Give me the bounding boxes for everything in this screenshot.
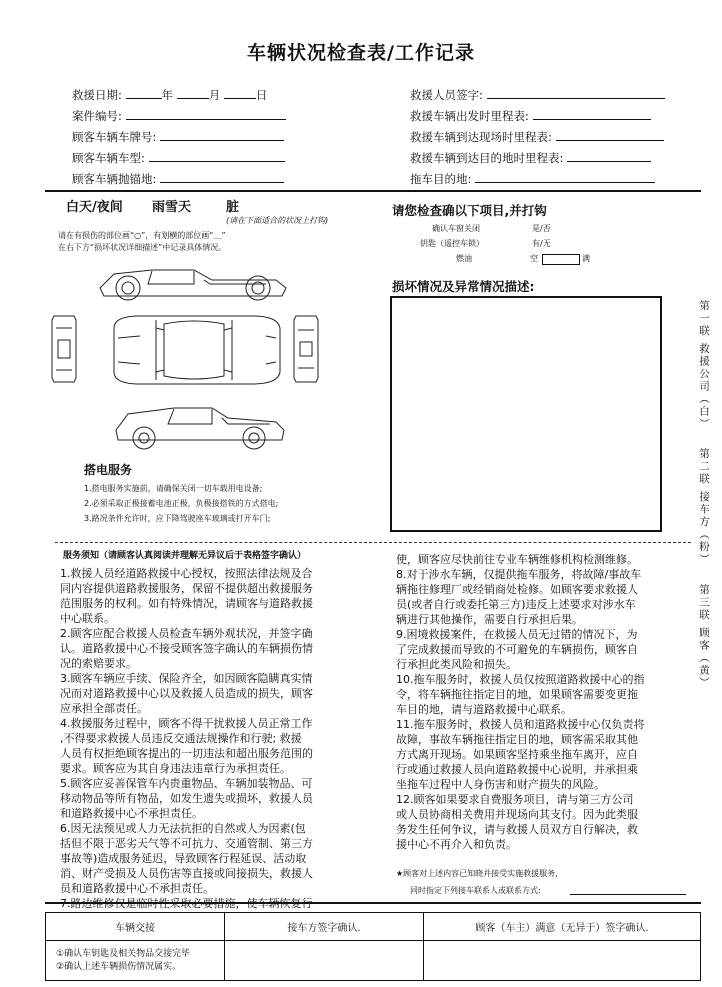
car-rear-view — [52, 316, 76, 382]
copy-1-label: 第一联 救援公司（白） — [698, 300, 710, 431]
receiver-signature-cell[interactable] — [225, 941, 424, 981]
handover-item-2: ②确认上述车辆损伤情况属实。 — [56, 961, 182, 972]
odometer-depart-label: 救援车辆出发时里程表: — [410, 109, 529, 123]
diagram-instruction-1: 请在有损伤的部位画“○”，有划横的部位画“＿” — [58, 231, 226, 240]
handover-items — [46, 941, 225, 981]
notice-line: 2.顾客应配合救援人员检查车辆外观状况，并签字确 — [60, 627, 313, 640]
notice-line: 援中心不再介入和负责。 — [396, 838, 517, 851]
day-night-option[interactable]: 白天/夜间 — [66, 200, 123, 215]
window-closed-label: 确认车窗关闭 — [432, 224, 480, 233]
damage-section-title: 损坏情况及异常情况描述: — [392, 279, 535, 294]
page-title: 车辆状况检查表/工作记录 — [247, 42, 475, 64]
customer-signature-header: 顾客（车主）满意（无异于）签字确认. — [424, 913, 701, 941]
contact-field[interactable] — [570, 894, 686, 895]
notice-line: 况的索赔要求。 — [60, 657, 137, 670]
jump-start-item-2: 2.必须采取正极接蓄电池正极，负极接搭铁的方式搭电; — [84, 499, 279, 508]
notice-line: 4.救援服务过程中，顾客不得干扰救援人员正常工作 — [60, 717, 313, 730]
footnote-1: ★顾客对上述内容已知晓并接受实施救援服务, — [396, 869, 558, 878]
notice-line: 11.拖车服务时，救援人员和道路救援中心仅负责将 — [396, 718, 645, 731]
notice-line: 8.对于涉水车辆，仅提供拖车服务，将故障/事故车 — [396, 568, 642, 581]
jump-start-title: 搭电服务 — [84, 463, 133, 477]
notice-line: 员和道路救援中心不承担责任。 — [60, 882, 214, 895]
vehicle-model-row — [72, 149, 285, 167]
notice-line: 括但不限于恶劣天气等不可抗力、交通管制、第三方 — [60, 837, 313, 850]
notice-line: 12.顾客如果要求自费服务项目，请与第三方公司 — [396, 793, 634, 806]
case-number-field[interactable] — [126, 107, 286, 120]
notice-line: 务发生任何争议，请与救援人员双方自行解决，救 — [396, 823, 638, 836]
tow-destination-label: 拖车目的地: — [410, 172, 472, 186]
rescuer-signature-field[interactable] — [487, 86, 665, 99]
odometer-depart-field[interactable] — [533, 107, 651, 120]
customer-signature-cell[interactable] — [424, 941, 701, 981]
notice-line: 要求。顾客应为其自身违法违章行为承担责任。 — [60, 762, 291, 775]
notice-line: 辆拖往修理厂或经销商处检修。如顾客要求救援人 — [396, 583, 638, 596]
header-divider — [45, 190, 701, 192]
date-month-label: 月 — [208, 88, 221, 102]
notice-line: 7.路边维修仅是临时性采取必要措施，使车辆恢复行 — [60, 897, 313, 910]
notice-line: 车目的地，请与道路救援中心联系。 — [396, 703, 572, 716]
notice-line: 消、财产受损及人员伤害等直接或间接损失，救援人 — [60, 867, 313, 880]
diagram-instruction-2: 在右下方“损坏状况详细描述”中记录具体情况。 — [58, 243, 227, 252]
notice-line: 5.顾客应妥善保管车内贵重物品、车辆加装物品、可 — [60, 777, 313, 790]
footnote-2: 同时指定下列接车联系人或联系方式: — [410, 886, 541, 895]
tow-destination-row — [410, 170, 655, 188]
breakdown-location-row — [72, 170, 284, 188]
date-month-field[interactable] — [177, 86, 209, 99]
date-day-label: 日 — [255, 88, 268, 102]
notice-line: 中心联系。 — [60, 612, 115, 625]
date-day-field[interactable] — [224, 86, 256, 99]
fuel-empty-label: 空 — [530, 254, 538, 263]
notice-line: 6.因无法预见或人力无法抗拒的自然或人为因素(包 — [60, 822, 306, 835]
car-damage-diagram[interactable] — [44, 258, 364, 458]
vehicle-model-field[interactable] — [149, 149, 285, 162]
notice-line: ,不得要求救援人员违反交通法规操作和行驶; 救援 — [60, 732, 302, 745]
key-label: 钥匙（遥控车锁） — [420, 239, 484, 248]
fuel-gauge-box[interactable] — [542, 254, 580, 265]
notice-divider — [55, 542, 691, 543]
jump-start-item-3: 3.路况条件允许时，应下降驾驶座车玻璃或打开车门; — [84, 514, 271, 523]
date-year-label: 年 — [161, 88, 174, 102]
notice-line: 行承担此类风险和损失。 — [396, 658, 517, 671]
notice-line: 坐拖车过程中人身伤害和财产损失的风险。 — [396, 778, 605, 791]
notice-line: 了完成救援而导致的不可避免的车辆损伤，顾客自 — [396, 643, 638, 656]
notice-right-column — [396, 552, 688, 852]
handover-item-1: ①确认车钥匙及相关物品交接完毕 — [56, 948, 191, 959]
notice-line: 令，将车辆拖往指定目的地，如果顾客需要变更拖 — [396, 688, 638, 701]
fuel-label: 燃油 — [456, 254, 472, 263]
damage-description-box[interactable] — [390, 296, 662, 532]
notice-line: 1.救援人员经道路救援中心授权，按照法律法规及合 — [60, 567, 313, 580]
dirty-option[interactable]: 脏 — [226, 200, 240, 215]
copy-3-label: 第三联 顾客（黄） — [698, 584, 710, 690]
notice-line: 移动物品等所有物品，如发生遗失或损坏，救援人员 — [60, 792, 313, 805]
conditions-note: (请在下面适合的状况上打钩) — [226, 216, 329, 225]
notice-line: 和道路救援中心不承担责任。 — [60, 807, 203, 820]
case-number-label: 案件编号: — [72, 109, 122, 123]
signature-table — [45, 912, 701, 981]
odometer-arrive-row — [410, 128, 664, 146]
tow-destination-field[interactable] — [475, 170, 655, 183]
notice-line: 9.困境救援案件，在救援人员无过错的情况下，为 — [396, 628, 638, 641]
vehicle-model-label: 顾客车辆车型: — [72, 151, 145, 165]
window-closed-options[interactable]: 是/否 — [532, 224, 551, 233]
odometer-destination-row — [410, 149, 651, 167]
rescuer-signature-row — [410, 86, 665, 104]
key-options[interactable]: 有/无 — [532, 239, 551, 248]
car-side-view-bottom — [116, 408, 284, 449]
rescue-date-label: 救援日期: — [72, 88, 122, 102]
odometer-arrive-label: 救援车辆到达现场时里程表: — [410, 130, 552, 144]
notice-left-column — [60, 566, 382, 911]
rescue-date-row — [72, 86, 267, 104]
car-top-view — [114, 316, 280, 384]
notice-line: 故障，事故车辆拖往指定目的地，顾客需采取其他 — [396, 733, 638, 746]
odometer-destination-field[interactable] — [567, 149, 651, 162]
notice-line: 人员有权拒绝顾客提出的一切违法和超出服务范围的 — [60, 747, 313, 760]
receiver-signature-header: 接车方签字确认. — [225, 913, 424, 941]
notice-line: 行或通过救援人员向道路救援中心说明，并承担乘 — [396, 763, 638, 776]
notice-line: 范围服务的权利。如有特殊情况，请顾客与道路救援 — [60, 597, 313, 610]
notice-line: 况而对道路救援中心以及救援人员造成的损失，顾客 — [60, 687, 313, 700]
notice-line: 员(或者自行或委托第三方)违反上述要求对涉水车 — [396, 598, 636, 611]
notice-line: 同内容提供道路救援服务，保留不提供超出救援服务 — [60, 582, 313, 595]
date-year-field[interactable] — [126, 86, 162, 99]
notice-heading: 服务须知（请顾客认真阅读并理解无异议后于表格签字确认） — [63, 551, 307, 561]
car-side-view-top — [100, 270, 286, 300]
notice-line: 认。道路救援中心不接受顾客签字确认的车辆损伤情 — [60, 642, 313, 655]
notice-line: 10.拖车服务时，救援人员仅按照道路救援中心的指 — [396, 673, 645, 686]
plate-number-row — [72, 128, 284, 146]
notice-line: 辆进行其他操作，需要自行承担后果。 — [396, 613, 583, 626]
notice-line: 应承担全部责任。 — [60, 702, 148, 715]
breakdown-location-label: 顾客车辆抛锚地: — [72, 172, 157, 186]
breakdown-location-field[interactable] — [160, 170, 284, 183]
jump-start-item-1: 1.搭电服务实施前，请确保关闭一切车载用电设备; — [84, 484, 263, 493]
notice-line: 使，顾客应尽快前往专业车辆维修机构检测维修。 — [396, 553, 638, 566]
notice-line: 或人员协商相关费用并现场向其支付。因为此类服 — [396, 808, 638, 821]
notice-line: 3.顾客车辆应手续、保险齐全，如因顾客隐瞒真实情 — [60, 672, 313, 685]
notice-line: 事故等)造成服务延迟，导致顾客行程延误、活动取 — [60, 852, 307, 865]
footer-divider — [45, 902, 701, 904]
odometer-depart-row — [410, 107, 651, 125]
check-section-title: 请您检查确以下项目,并打钩 — [392, 203, 547, 218]
odometer-destination-label: 救援车辆到达目的地时里程表: — [410, 151, 564, 165]
vehicle-handover-header: 车辆交接 — [46, 913, 225, 941]
odometer-arrive-field[interactable] — [556, 128, 664, 141]
plate-number-field[interactable] — [160, 128, 284, 141]
plate-number-label: 顾客车辆车牌号: — [72, 130, 157, 144]
rescuer-signature-label: 救援人员签字: — [410, 88, 483, 102]
rain-snow-option[interactable]: 雨雪天 — [152, 200, 192, 215]
fuel-full-label: 满 — [582, 254, 590, 263]
copy-2-label: 第二联 接车方（粉） — [698, 448, 710, 566]
car-front-view — [294, 316, 318, 382]
notice-line: 方式离开现场。如果顾客坚持乘坐拖车离开，应自 — [396, 748, 638, 761]
case-number-row — [72, 107, 286, 125]
